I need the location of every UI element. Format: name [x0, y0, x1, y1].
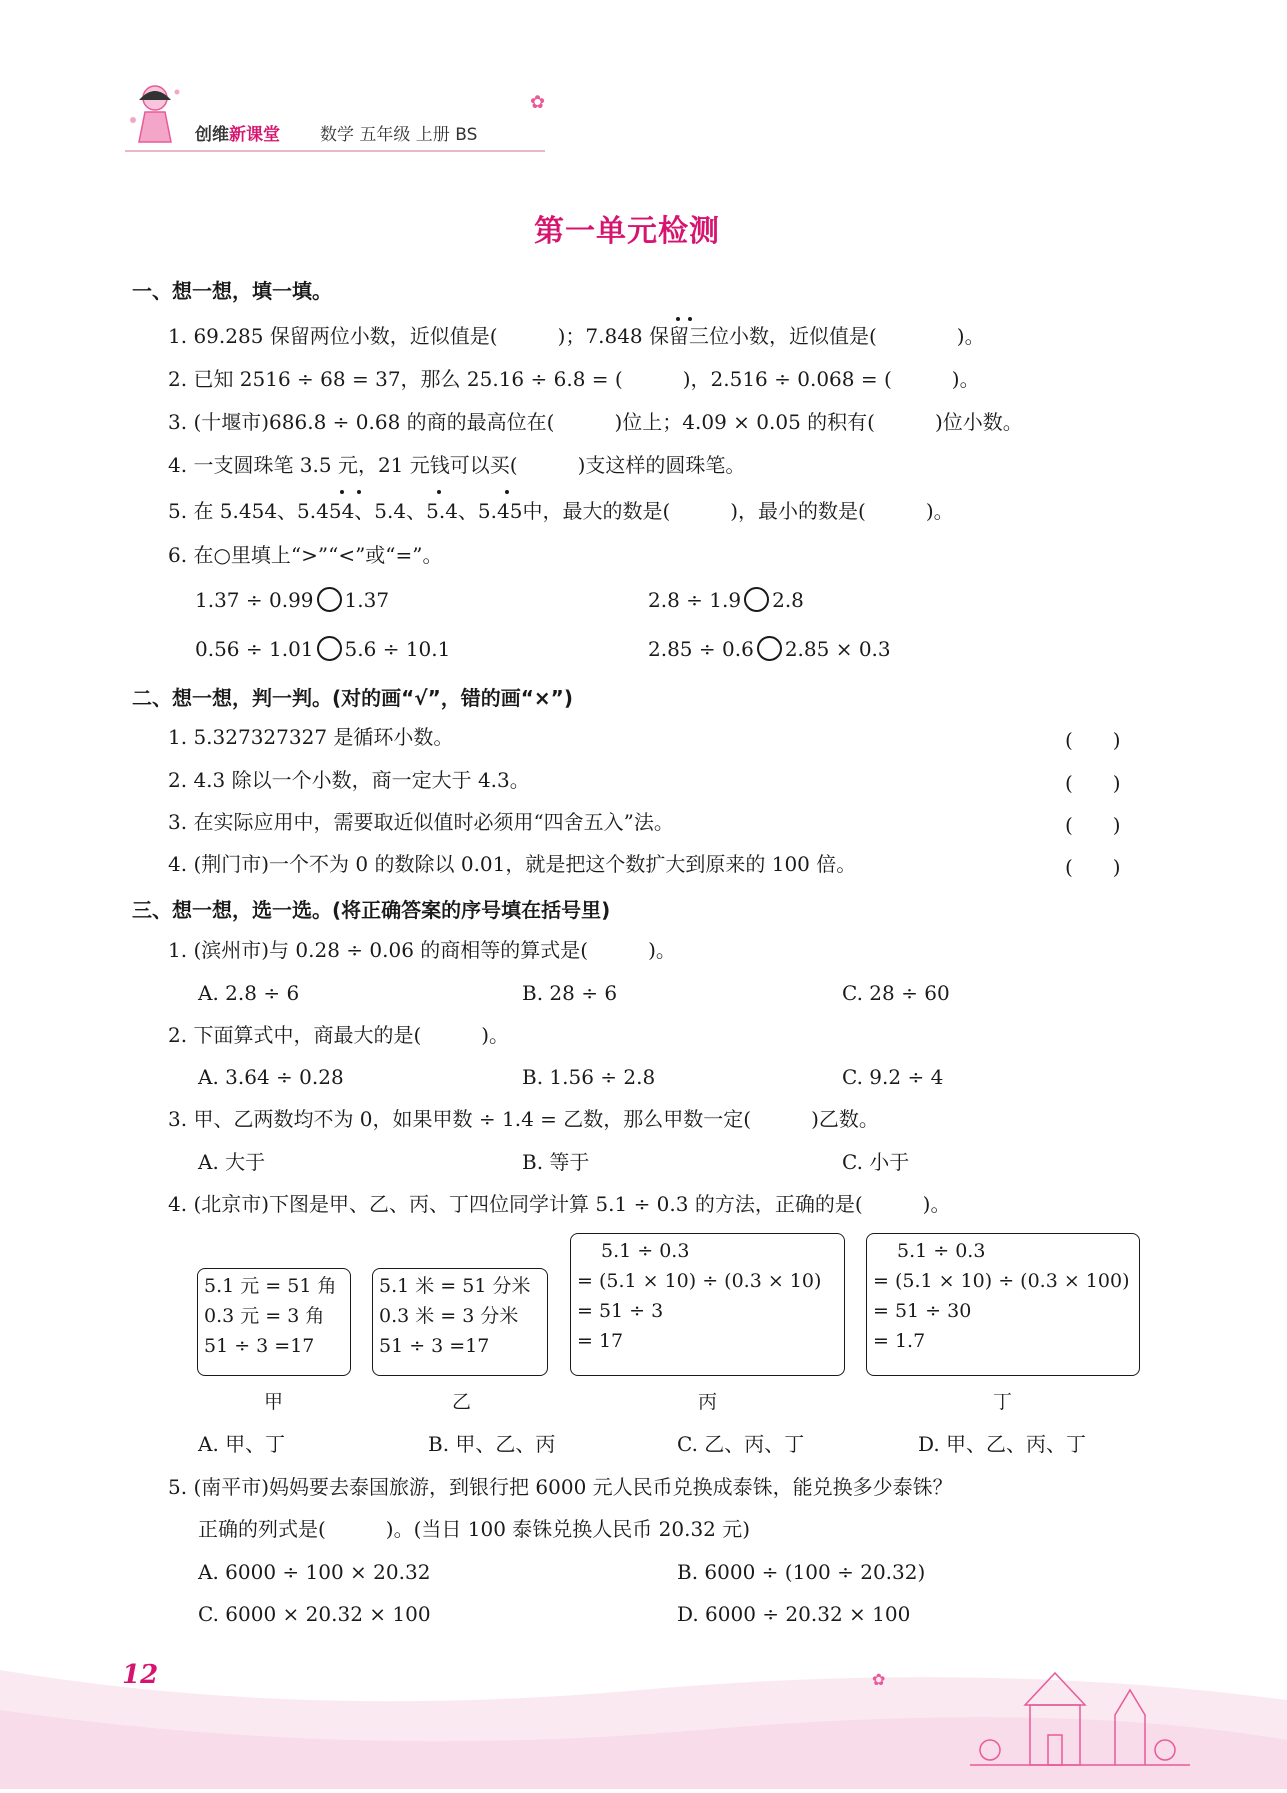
compare-1 [195, 586, 389, 614]
s1-q1: 1. 69.285 保留两位小数，近似值是( )；7.848 保留三位小数，近似值是( )。 [168, 324, 985, 348]
compare-3 [195, 635, 450, 663]
compare-4-left: 2.85 ÷ 0.6 [648, 637, 754, 661]
box-line: = (5.1 × 10) ÷ (0.3 × 100) [873, 1270, 1130, 1292]
flower-icon: ✿ [530, 92, 546, 113]
s3-q1-option-c: C. 28 ÷ 60 [842, 981, 950, 1005]
s3-q5-option-c: C. 6000 × 20.32 × 100 [198, 1602, 431, 1626]
answer-paren[interactable]: ( ) [1065, 771, 1121, 795]
repeating-dot [357, 490, 361, 494]
page-title: 第一单元检测 [534, 214, 720, 249]
s3-q5-option-b: B. 6000 ÷ (100 ÷ 20.32) [677, 1560, 926, 1584]
box-line: 5.1 米 = 51 分米 [379, 1275, 531, 1297]
box-line: 0.3 米 = 3 分米 [379, 1305, 519, 1327]
page-number: 12 [122, 1660, 159, 1690]
s3-q2-option-c: C. 9.2 ÷ 4 [842, 1065, 944, 1089]
answer-circle[interactable] [757, 636, 782, 661]
box-line: = (5.1 × 10) ÷ (0.3 × 10) [577, 1270, 822, 1292]
s2-q3: 3. 在实际应用中，需要取近似值时必须用“四舍五入”法。 [168, 810, 674, 834]
s3-q1-option-a: A. 2.8 ÷ 6 [198, 981, 300, 1005]
answer-circle[interactable] [744, 587, 769, 612]
compare-1-right: 1.37 [344, 588, 390, 612]
s1-q4: 4. 一支圆珠笔 3.5 元，21 元钱可以买( )支这样的圆珠笔。 [168, 453, 746, 477]
answer-paren[interactable]: ( ) [1065, 813, 1121, 837]
s3-q3-option-b: B. 等于 [522, 1150, 590, 1174]
header-rule [125, 150, 545, 152]
s2-q2: 2. 4.3 除以一个小数，商一定大于 4.3。 [168, 768, 530, 792]
s3-q3-option-a: A. 大于 [198, 1150, 266, 1174]
repeating-dot [340, 490, 344, 494]
brand-part-a: 创维 [195, 125, 229, 145]
box-line: 0.3 元 = 3 角 [204, 1305, 325, 1327]
repeating-dot [676, 317, 680, 321]
compare-4 [648, 635, 891, 663]
s3-q5-line2: 正确的列式是( )。(当日 100 泰铢兑换人民币 20.32 元) [198, 1517, 751, 1541]
method-box-yi [372, 1268, 548, 1376]
s3-q2-option-b: B. 1.56 ÷ 2.8 [522, 1065, 656, 1089]
box-line: = 17 [577, 1330, 624, 1352]
section-2-heading: 二、想一想，判一判。(对的画“√”，错的画“×”) [132, 686, 573, 710]
compare-1-left: 1.37 ÷ 0.99 [195, 588, 314, 612]
s3-q3: 3. 甲、乙两数均不为 0，如果甲数 ÷ 1.4 = 乙数，那么甲数一定( )乙数。 [168, 1107, 879, 1131]
box-line: 51 ÷ 3 =17 [379, 1335, 490, 1357]
label-bing: 丙 [698, 1391, 718, 1413]
s3-q5: 5. (南平市)妈妈要去泰国旅游，到银行把 6000 元人民币兑换成泰铢，能兑换多少泰铢？ [168, 1475, 953, 1499]
s2-q4: 4. (荆门市)一个不为 0 的数除以 0.01，就是把这个数扩大到原来的 100 倍。 [168, 852, 857, 876]
castle-illustration [970, 1655, 1190, 1775]
repeating-dot [688, 317, 692, 321]
compare-2-right: 2.8 [772, 588, 804, 612]
box-line: 5.1 元 = 51 角 [204, 1275, 337, 1297]
s3-q1-option-b: B. 28 ÷ 6 [522, 981, 618, 1005]
answer-circle[interactable] [317, 587, 342, 612]
box-line: 5.1 ÷ 0.3 [897, 1240, 986, 1262]
flower-icon: ✿ [872, 1670, 886, 1689]
label-yi: 乙 [452, 1391, 472, 1413]
answer-paren[interactable]: ( ) [1065, 855, 1121, 879]
s3-q4-option-c: C. 乙、丙、丁 [677, 1432, 805, 1456]
label-ding: 丁 [993, 1391, 1013, 1413]
section-3-heading: 三、想一想，选一选。(将正确答案的序号填在括号里) [132, 898, 611, 922]
s3-q5-option-a: A. 6000 ÷ 100 × 20.32 [198, 1560, 431, 1584]
s3-q4-option-b: B. 甲、乙、丙 [428, 1432, 556, 1456]
section-1-heading: 一、想一想，填一填。 [132, 279, 332, 303]
answer-paren[interactable]: ( ) [1065, 728, 1121, 752]
s2-q1: 1. 5.327327327 是循环小数。 [168, 725, 454, 749]
compare-2 [648, 586, 804, 614]
s3-q1: 1. (滨州市)与 0.28 ÷ 0.06 的商相等的算式是( )。 [168, 938, 676, 962]
s3-q2-option-a: A. 3.64 ÷ 0.28 [198, 1065, 344, 1089]
s3-q4-option-d: D. 甲、乙、丙、丁 [918, 1432, 1087, 1456]
label-jia: 甲 [264, 1391, 284, 1413]
method-box-jia [197, 1268, 351, 1376]
s3-q4-option-a: A. 甲、丁 [198, 1432, 286, 1456]
s1-q3: 3. (十堰市)686.8 ÷ 0.68 的商的最高位在( )位上；4.09 × 0.05 的积有( )位小数。 [168, 410, 1023, 434]
brand-part-b: 新课堂 [229, 125, 280, 145]
header-brand [195, 120, 280, 145]
s3-q3-option-c: C. 小于 [842, 1150, 910, 1174]
header-subtitle: 数学 五年级 上册 BS [320, 125, 478, 145]
s3-q2: 2. 下面算式中，商最大的是( )。 [168, 1023, 510, 1047]
s3-q4: 4. (北京市)下图是甲、乙、丙、丁四位同学计算 5.1 ÷ 0.3 的方法，正确的是( )。 [168, 1192, 951, 1216]
answer-circle[interactable] [317, 636, 342, 661]
s1-q6: 6. 在○里填上“>”“<”或“=”。 [168, 543, 443, 567]
method-box-ding [866, 1233, 1140, 1376]
repeating-dot [505, 490, 509, 494]
box-line: = 1.7 [873, 1330, 926, 1352]
box-line: 5.1 ÷ 0.3 [601, 1240, 690, 1262]
box-line: = 51 ÷ 3 [577, 1300, 664, 1322]
compare-4-right: 2.85 × 0.3 [784, 637, 891, 661]
header-illustration [125, 80, 185, 150]
repeating-dot [437, 490, 441, 494]
box-line: = 51 ÷ 30 [873, 1300, 972, 1322]
compare-3-left: 0.56 ÷ 1.01 [195, 637, 314, 661]
s1-q5: 5. 在 5.454、5.454、5.4、5.4、5.45中，最大的数是( )，最小的数是( )。 [168, 499, 954, 523]
s3-q5-option-d: D. 6000 ÷ 20.32 × 100 [677, 1602, 911, 1626]
compare-2-left: 2.8 ÷ 1.9 [648, 588, 742, 612]
method-box-bing [570, 1233, 845, 1376]
s1-q2: 2. 已知 2516 ÷ 68 = 37，那么 25.16 ÷ 6.8 = ( )，2.516 ÷ 0.068 = ( )。 [168, 367, 980, 391]
compare-3-right: 5.6 ÷ 10.1 [344, 637, 451, 661]
box-line: 51 ÷ 3 =17 [204, 1335, 315, 1357]
